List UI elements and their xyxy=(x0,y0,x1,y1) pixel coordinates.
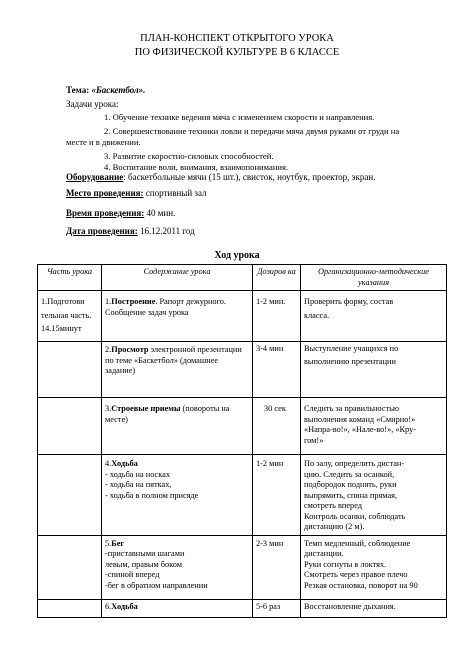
note-line: Следить за правильностью xyxy=(304,404,400,413)
document-title xyxy=(0,32,474,60)
table-row xyxy=(38,398,447,455)
dose-text: 1-2 мин xyxy=(256,459,284,468)
part-cell xyxy=(38,455,102,536)
note-line: Руки согнуты в локтях. xyxy=(304,559,387,569)
note-line: Темп медленный, соблюдение xyxy=(304,538,411,548)
column-header: Содержание урока xyxy=(102,265,253,291)
topic-line xyxy=(66,85,446,97)
content-line: - ходьба на носках xyxy=(105,469,170,479)
dose-cell xyxy=(253,535,301,599)
dose-text: 3-4 мин xyxy=(256,344,284,353)
dose-cell xyxy=(253,342,301,398)
item-number: 5. xyxy=(105,538,112,548)
date-label: Дата проведения: xyxy=(66,226,138,236)
content-text xyxy=(105,602,249,613)
dose-text: 2-3 мин xyxy=(256,538,284,548)
lesson-table xyxy=(37,264,447,618)
task-item: месте и в движении. xyxy=(66,137,141,147)
content-line: - ходьба в полном присяде xyxy=(105,490,199,500)
notes-cell xyxy=(301,291,447,342)
content-line: левым, правым боком xyxy=(105,559,183,569)
equipment-label: Оборудование xyxy=(66,172,124,182)
item-number: 1. xyxy=(105,297,112,306)
task-item: 3. Развитие скоростно-силовых способностей. xyxy=(104,151,274,161)
content-cell xyxy=(102,398,253,455)
notes-cell xyxy=(301,455,447,536)
item-number: 6. xyxy=(105,601,112,611)
table-row xyxy=(38,342,447,398)
notes-cell xyxy=(301,398,447,455)
time-value: 40 мин. xyxy=(144,208,176,218)
part-cell xyxy=(38,398,102,455)
item-description: . Рапорт дежурного. Сообщение задач урока xyxy=(105,297,226,317)
item-heading: Просмотр xyxy=(111,345,149,354)
title-line-2: ПО ФИЗИЧЕСКОЙ КУЛЬТУРЕ В 6 КЛАССЕ xyxy=(134,47,340,58)
item-number: 3. xyxy=(105,404,112,413)
item-number: 2. xyxy=(105,345,112,354)
tasks-list xyxy=(66,112,446,173)
topic-label: Тема: xyxy=(66,85,90,95)
item-description: (повороты на месте) xyxy=(105,404,230,424)
note-line: Резкая остановка, поворот на 90 xyxy=(304,580,418,590)
place-value: спортивный зал xyxy=(143,188,207,198)
part-cell xyxy=(38,535,102,599)
table-row xyxy=(38,535,447,599)
note-line: подбородок поднять, руки xyxy=(304,480,397,489)
note-line: смотреть вперед xyxy=(304,501,362,510)
note-line: «Напра-во!», «Нале-во!», «Кру- xyxy=(304,425,416,434)
content-text xyxy=(105,459,249,470)
note-line: цию. Следить за осанкой, xyxy=(304,469,395,479)
note-line: Выступление учащихся по xyxy=(304,344,399,353)
note-line: дистанцию (2 м). xyxy=(304,522,365,531)
dose-cell xyxy=(253,398,301,455)
content-line: -спиной вперед xyxy=(105,570,160,579)
task-item: 4. Воспитание воли, внимания, взаимопонимания. xyxy=(104,162,289,172)
dose-cell xyxy=(253,291,301,342)
note-line: гом!» xyxy=(304,435,324,445)
equipment-value: : баскетбольные мячи (15 шт.), свисток, ноутбук, проектор, экран. xyxy=(123,172,376,182)
item-heading: Бег xyxy=(111,538,125,548)
table-row xyxy=(38,599,447,617)
content-text xyxy=(105,404,249,425)
part-cell xyxy=(38,291,102,342)
dose-text: 30 сек xyxy=(264,404,286,413)
time-label: Время проведения: xyxy=(66,208,145,218)
content-cell xyxy=(102,535,253,599)
time-line xyxy=(66,208,446,220)
note-line: выполнения команд «Смирно!» xyxy=(304,414,416,424)
notes-cell xyxy=(301,535,447,599)
part-text: тельная часть. xyxy=(41,310,92,320)
dose-text: 1-2 мин. xyxy=(256,297,286,306)
note-line: класса. xyxy=(304,310,330,320)
item-description: электронной презентации по теме «Баскетбол» (домашнее задание) xyxy=(105,345,242,375)
notes-cell xyxy=(301,599,447,617)
table-row xyxy=(38,455,447,536)
item-heading: Ходьба xyxy=(111,459,138,468)
column-header: Организационно-методические указания xyxy=(301,265,447,291)
place-label: Место проведения: xyxy=(66,188,144,198)
title-line-1: ПЛАН-КОНСПЕКТ ОТКРЫТОГО УРОКА xyxy=(140,33,334,44)
date-line xyxy=(66,226,446,238)
content-line: - ходьба на пятках, xyxy=(105,480,172,489)
content-cell xyxy=(102,599,253,617)
task-item: 2. Совершенствование техники ловли и передачи мяча двумя руками от груди на xyxy=(104,126,400,136)
column-header: Часть урока xyxy=(38,265,102,291)
part-text: 1.Подготови xyxy=(41,297,85,306)
item-heading: Построение xyxy=(111,297,156,306)
content-text xyxy=(105,539,249,550)
task-item: 1. Обучение технике ведения мяча с изменением скорости и направления. xyxy=(104,112,375,122)
notes-cell xyxy=(301,342,447,398)
date-value: 16.12.2011 год xyxy=(137,226,195,236)
equipment-line xyxy=(66,172,446,184)
tasks-label: Задачи урока: xyxy=(66,99,119,109)
part-cell xyxy=(38,342,102,398)
part-cell xyxy=(38,599,102,617)
table-row xyxy=(38,291,447,342)
note-line: выпрямить, спина прямая, xyxy=(304,490,398,500)
note-line: Смотреть через правое плечо xyxy=(304,570,408,579)
dose-cell xyxy=(253,455,301,536)
note-line: Проверить форму, состав xyxy=(304,297,394,306)
dose-cell xyxy=(253,599,301,617)
item-heading: Строевые приемы xyxy=(111,404,181,413)
note-line: Восстановление дыхания. xyxy=(304,601,396,611)
note-line: Контроль осанки, соблюдать xyxy=(304,511,406,521)
table-header-row xyxy=(38,265,447,291)
part-text: 14.15минут xyxy=(41,324,82,333)
content-cell xyxy=(102,342,253,398)
note-line: дистанции. xyxy=(304,549,344,558)
content-text xyxy=(105,297,249,318)
column-header: Дозиров ка xyxy=(253,265,301,291)
content-line: -приставными шагами xyxy=(105,549,185,558)
content-cell xyxy=(102,455,253,536)
topic-value: «Баскетбол». xyxy=(91,85,146,95)
note-line: По залу, определить дистан- xyxy=(304,459,405,468)
dose-text: 5-6 раз xyxy=(256,601,281,611)
content-cell xyxy=(102,291,253,342)
table-title: Ход урока xyxy=(214,250,260,261)
content-text xyxy=(105,345,249,377)
place-line xyxy=(66,188,446,200)
content-line: -бег в обратном направлении xyxy=(105,580,208,590)
item-number: 4. xyxy=(105,459,112,468)
item-heading: Ходьба xyxy=(111,601,138,611)
note-line: выполнению презентации xyxy=(304,356,396,366)
